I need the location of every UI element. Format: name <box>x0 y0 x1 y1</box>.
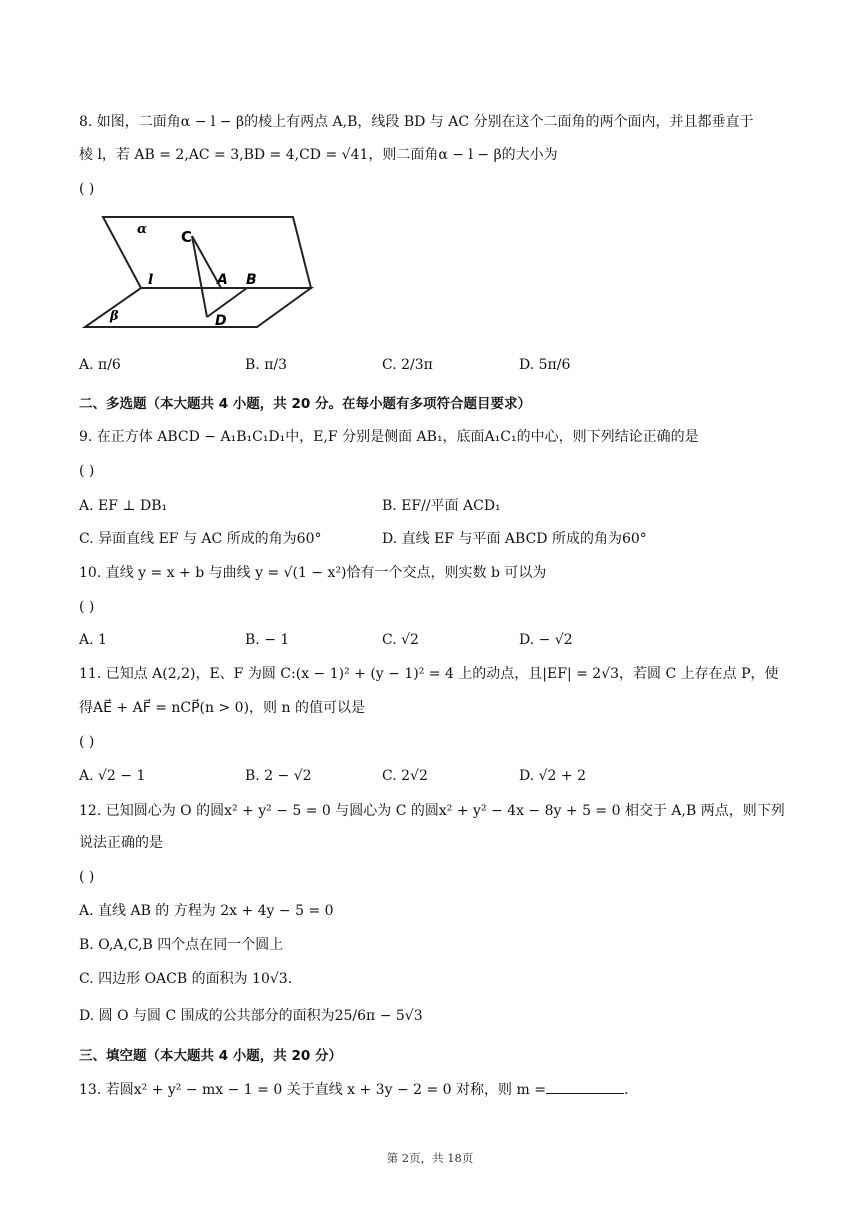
q11-option-a: A. √2 − 1 <box>79 768 146 784</box>
q9-answer-paren: ( ) <box>79 463 95 479</box>
q13-stem-tail: . <box>623 1082 629 1098</box>
q8-option-b: B. π/3 <box>245 357 288 373</box>
q13-stem-text: 13. 若圆x² + y² − mx − 1 = 0 关于直线 x + 3y − 2 = 0 对称，则 m = <box>79 1082 546 1098</box>
segment-bd <box>207 288 247 317</box>
q10-stem-line1: 10. 直线 y = x + b 与曲线 y = √(1 − x²)恰有一个交点，则实数 b 可以为 <box>79 565 547 581</box>
q9-stem-line1: 9. 在正方体 ABCD − A₁B₁C₁D₁中，E,F 分别是侧面 AB₁，底面A₁C₁的中心，则下列结论正确的是 <box>79 429 699 445</box>
label-a: A <box>217 272 228 288</box>
label-alpha: α <box>137 222 148 237</box>
q9-option-c: C. 异面直线 EF 与 AC 所成的角为60° <box>79 531 322 547</box>
section-fill-in-heading: 三、填空题（本大题共 4 小题，共 20 分） <box>79 1048 342 1064</box>
q11-option-d: D. √2 + 2 <box>519 768 586 784</box>
q9-option-b: B. EF//平面 ACD₁ <box>382 498 501 514</box>
label-b: B <box>246 272 257 288</box>
q8-option-d: D. 5π/6 <box>519 357 571 373</box>
q11-stem-line2: 得AE⃗ + AF⃗ = nCP⃗(n > 0)，则 n 的值可以是 <box>79 700 365 716</box>
label-l: l <box>148 272 154 288</box>
q10-option-a: A. 1 <box>79 632 107 648</box>
q12-option-d: D. 圆 O 与圆 C 围成的公共部分的面积为25/6π − 5√3 <box>79 1008 423 1024</box>
q11-stem-line1: 11. 已知点 A(2,2)，E、F 为圆 C:(x − 1)² + (y − 1)² = 4 上的动点，且|EF| = 2√3，若圆 C 上存在点 P，使 <box>79 666 779 682</box>
q10-option-d: D. − √2 <box>519 632 573 648</box>
q10-answer-paren: ( ) <box>79 599 95 615</box>
q10-option-c: C. √2 <box>382 632 419 648</box>
q13-stem <box>79 1079 782 1101</box>
q8-stem-line2: 棱 l，若 AB = 2,AC = 3,BD = 4,CD = √41，则二面角α − l − β的大小为 <box>79 147 558 163</box>
q11-answer-paren: ( ) <box>79 734 95 750</box>
q13-answer-blank[interactable] <box>546 1079 624 1094</box>
page-footer: 第 2页，共 18页 <box>386 1151 474 1165</box>
q9-option-d: D. 直线 EF 与平面 ABCD 所成的角为60° <box>382 531 647 547</box>
label-d: D <box>215 313 227 329</box>
q11-option-b: B. 2 − √2 <box>245 768 312 784</box>
label-c: C <box>181 228 193 246</box>
q8-option-c: C. 2/3π <box>382 357 433 373</box>
section-multiple-choice-heading: 二、多选题（本大题共 4 小题，共 20 分。在每小题有多项符合题目要求） <box>79 396 531 412</box>
q8-answer-paren: ( ) <box>79 181 95 197</box>
q8-stem-line1: 8. 如图，二面角α − l − β的棱上有两点 A,B，线段 BD 与 AC 分别在这个二面角的两个面内，并且都垂直于 <box>79 114 754 130</box>
q12-option-b: B. O,A,C,B 四个点在同一个圆上 <box>79 937 284 953</box>
plane-beta <box>85 288 311 327</box>
q11-option-c: C. 2√2 <box>382 768 428 784</box>
q12-stem-line2: 说法正确的是 <box>79 835 163 851</box>
q12-option-c: C. 四边形 OACB 的面积为 10√3. <box>79 971 293 987</box>
q8-option-a: A. π/6 <box>79 357 121 373</box>
q12-option-a: A. 直线 AB 的 方程为 2x + 4y − 5 = 0 <box>79 903 334 919</box>
plane-alpha <box>103 217 311 288</box>
q10-option-b: B. − 1 <box>245 632 290 648</box>
q9-option-a: A. EF ⊥ DB₁ <box>79 498 168 514</box>
q12-stem-line1: 12. 已知圆心为 O 的圆x² + y² − 5 = 0 与圆心为 C 的圆x² + y² − 4x − 8y + 5 = 0 相交于 A,B 两点，则下列 <box>79 803 785 819</box>
dihedral-angle-figure <box>79 212 315 338</box>
q12-answer-paren: ( ) <box>79 869 95 885</box>
label-beta: β <box>110 309 119 324</box>
